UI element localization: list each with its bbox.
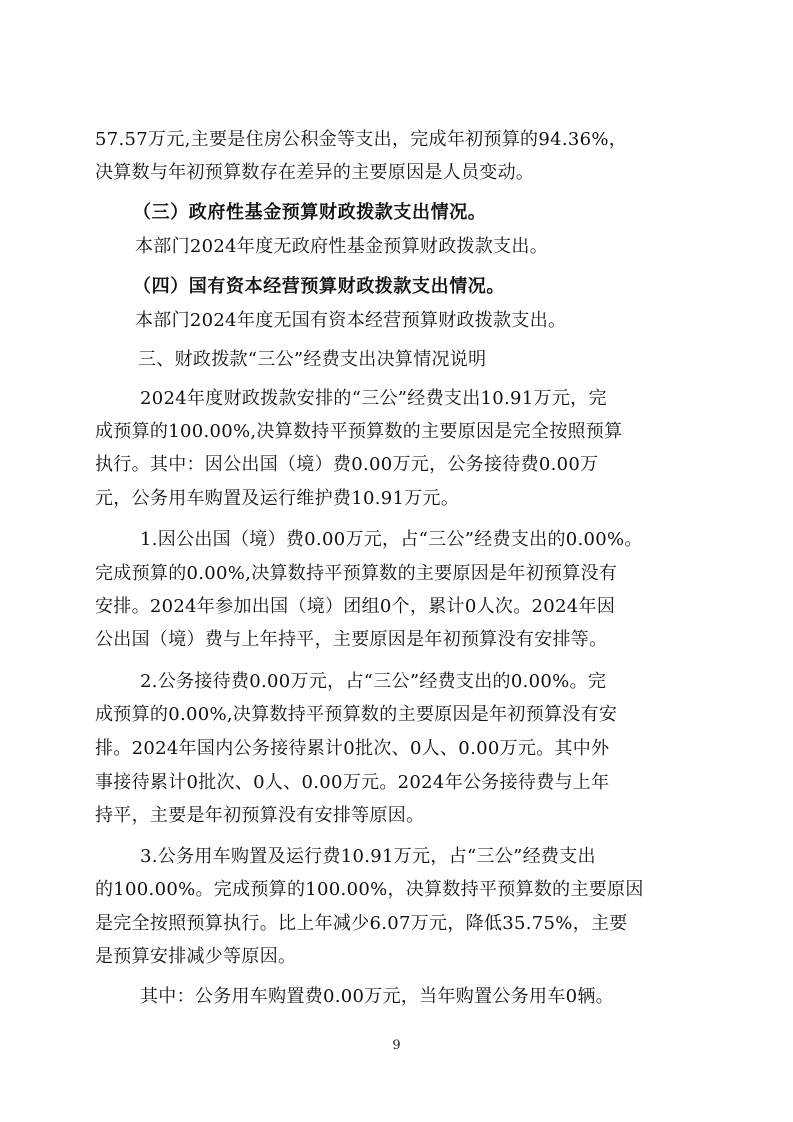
paragraph-line: 2024年度财政拨款安排的“三公”经费支出10.91万元，完 bbox=[140, 388, 607, 409]
paragraph-line: 是预算安排减少等原因。 bbox=[95, 946, 297, 967]
paragraph-line: 事接待累计0批次、0人、0.00万元。2024年公务接待费与上年 bbox=[95, 772, 610, 793]
section-heading: （四）国有资本经营预算财政拨款支出情况。 bbox=[133, 276, 505, 297]
paragraph-line: 本部门2024年度无国有资本经营预算财政拨款支出。 bbox=[135, 310, 567, 331]
paragraph-line: 本部门2024年度无政府性基金预算财政拨款支出。 bbox=[135, 236, 549, 257]
paragraph-line: 3.公务用车购置及运行费10.91万元，占“三公”经费支出 bbox=[140, 846, 596, 867]
paragraph-line: 成预算的100.00%,决算数持平预算数的主要原因是完全按照预算 bbox=[95, 421, 623, 442]
paragraph-line: 的100.00%。完成预算的100.00%，决算数持平预算数的主要原因 bbox=[95, 879, 644, 900]
paragraph-line: 持平，主要是年初预算没有安排等原因。 bbox=[95, 805, 425, 826]
paragraph-line: 成预算的0.00%,决算数持平预算数的主要原因是年初预算没有安 bbox=[95, 704, 618, 725]
paragraph-line: 执行。其中：因公出国（境）费0.00万元，公务接待费0.00万 bbox=[95, 454, 599, 475]
paragraph-line: 57.57万元,主要是住房公积金等支出，完成年初预算的94.36%， bbox=[95, 129, 628, 150]
paragraph-line: 完成预算的0.00%,决算数持平预算数的主要原因是年初预算没有 bbox=[95, 563, 618, 584]
chapter-heading: 三、财政拨款“三公”经费支出决算情况说明 bbox=[138, 349, 487, 370]
section-heading: （三）政府性基金预算财政拨款支出情况。 bbox=[133, 202, 487, 223]
paragraph-line: 是完全按照预算执行。比上年减少6.07万元，降低35.75%，主要 bbox=[95, 913, 628, 934]
paragraph-line: 公出国（境）费与上年持平，主要原因是年初预算没有安排等。 bbox=[95, 629, 608, 650]
paragraph-line: 排。2024年国内公务接待累计0批次、0人、0.00万元。其中外 bbox=[95, 738, 610, 759]
paragraph-line: 其中：公务用车购置费0.00万元，当年购置公务用车0辆。 bbox=[140, 986, 614, 1007]
page-number: 9 bbox=[392, 1038, 401, 1053]
paragraph-line: 2.公务接待费0.00万元，占“三公”经费支出的0.00%。完 bbox=[140, 671, 607, 692]
paragraph-line: 安排。2024年参加出国（境）团组0个，累计0人次。2024年因 bbox=[95, 596, 616, 617]
paragraph-line: 1.因公出国（境）费0.00万元，占“三公”经费支出的0.00%。 bbox=[140, 529, 643, 550]
paragraph-line: 决算数与年初预算数存在差异的主要原因是人员变动。 bbox=[95, 162, 535, 183]
paragraph-line: 元，公务用车购置及运行维护费10.91万元。 bbox=[95, 488, 460, 509]
